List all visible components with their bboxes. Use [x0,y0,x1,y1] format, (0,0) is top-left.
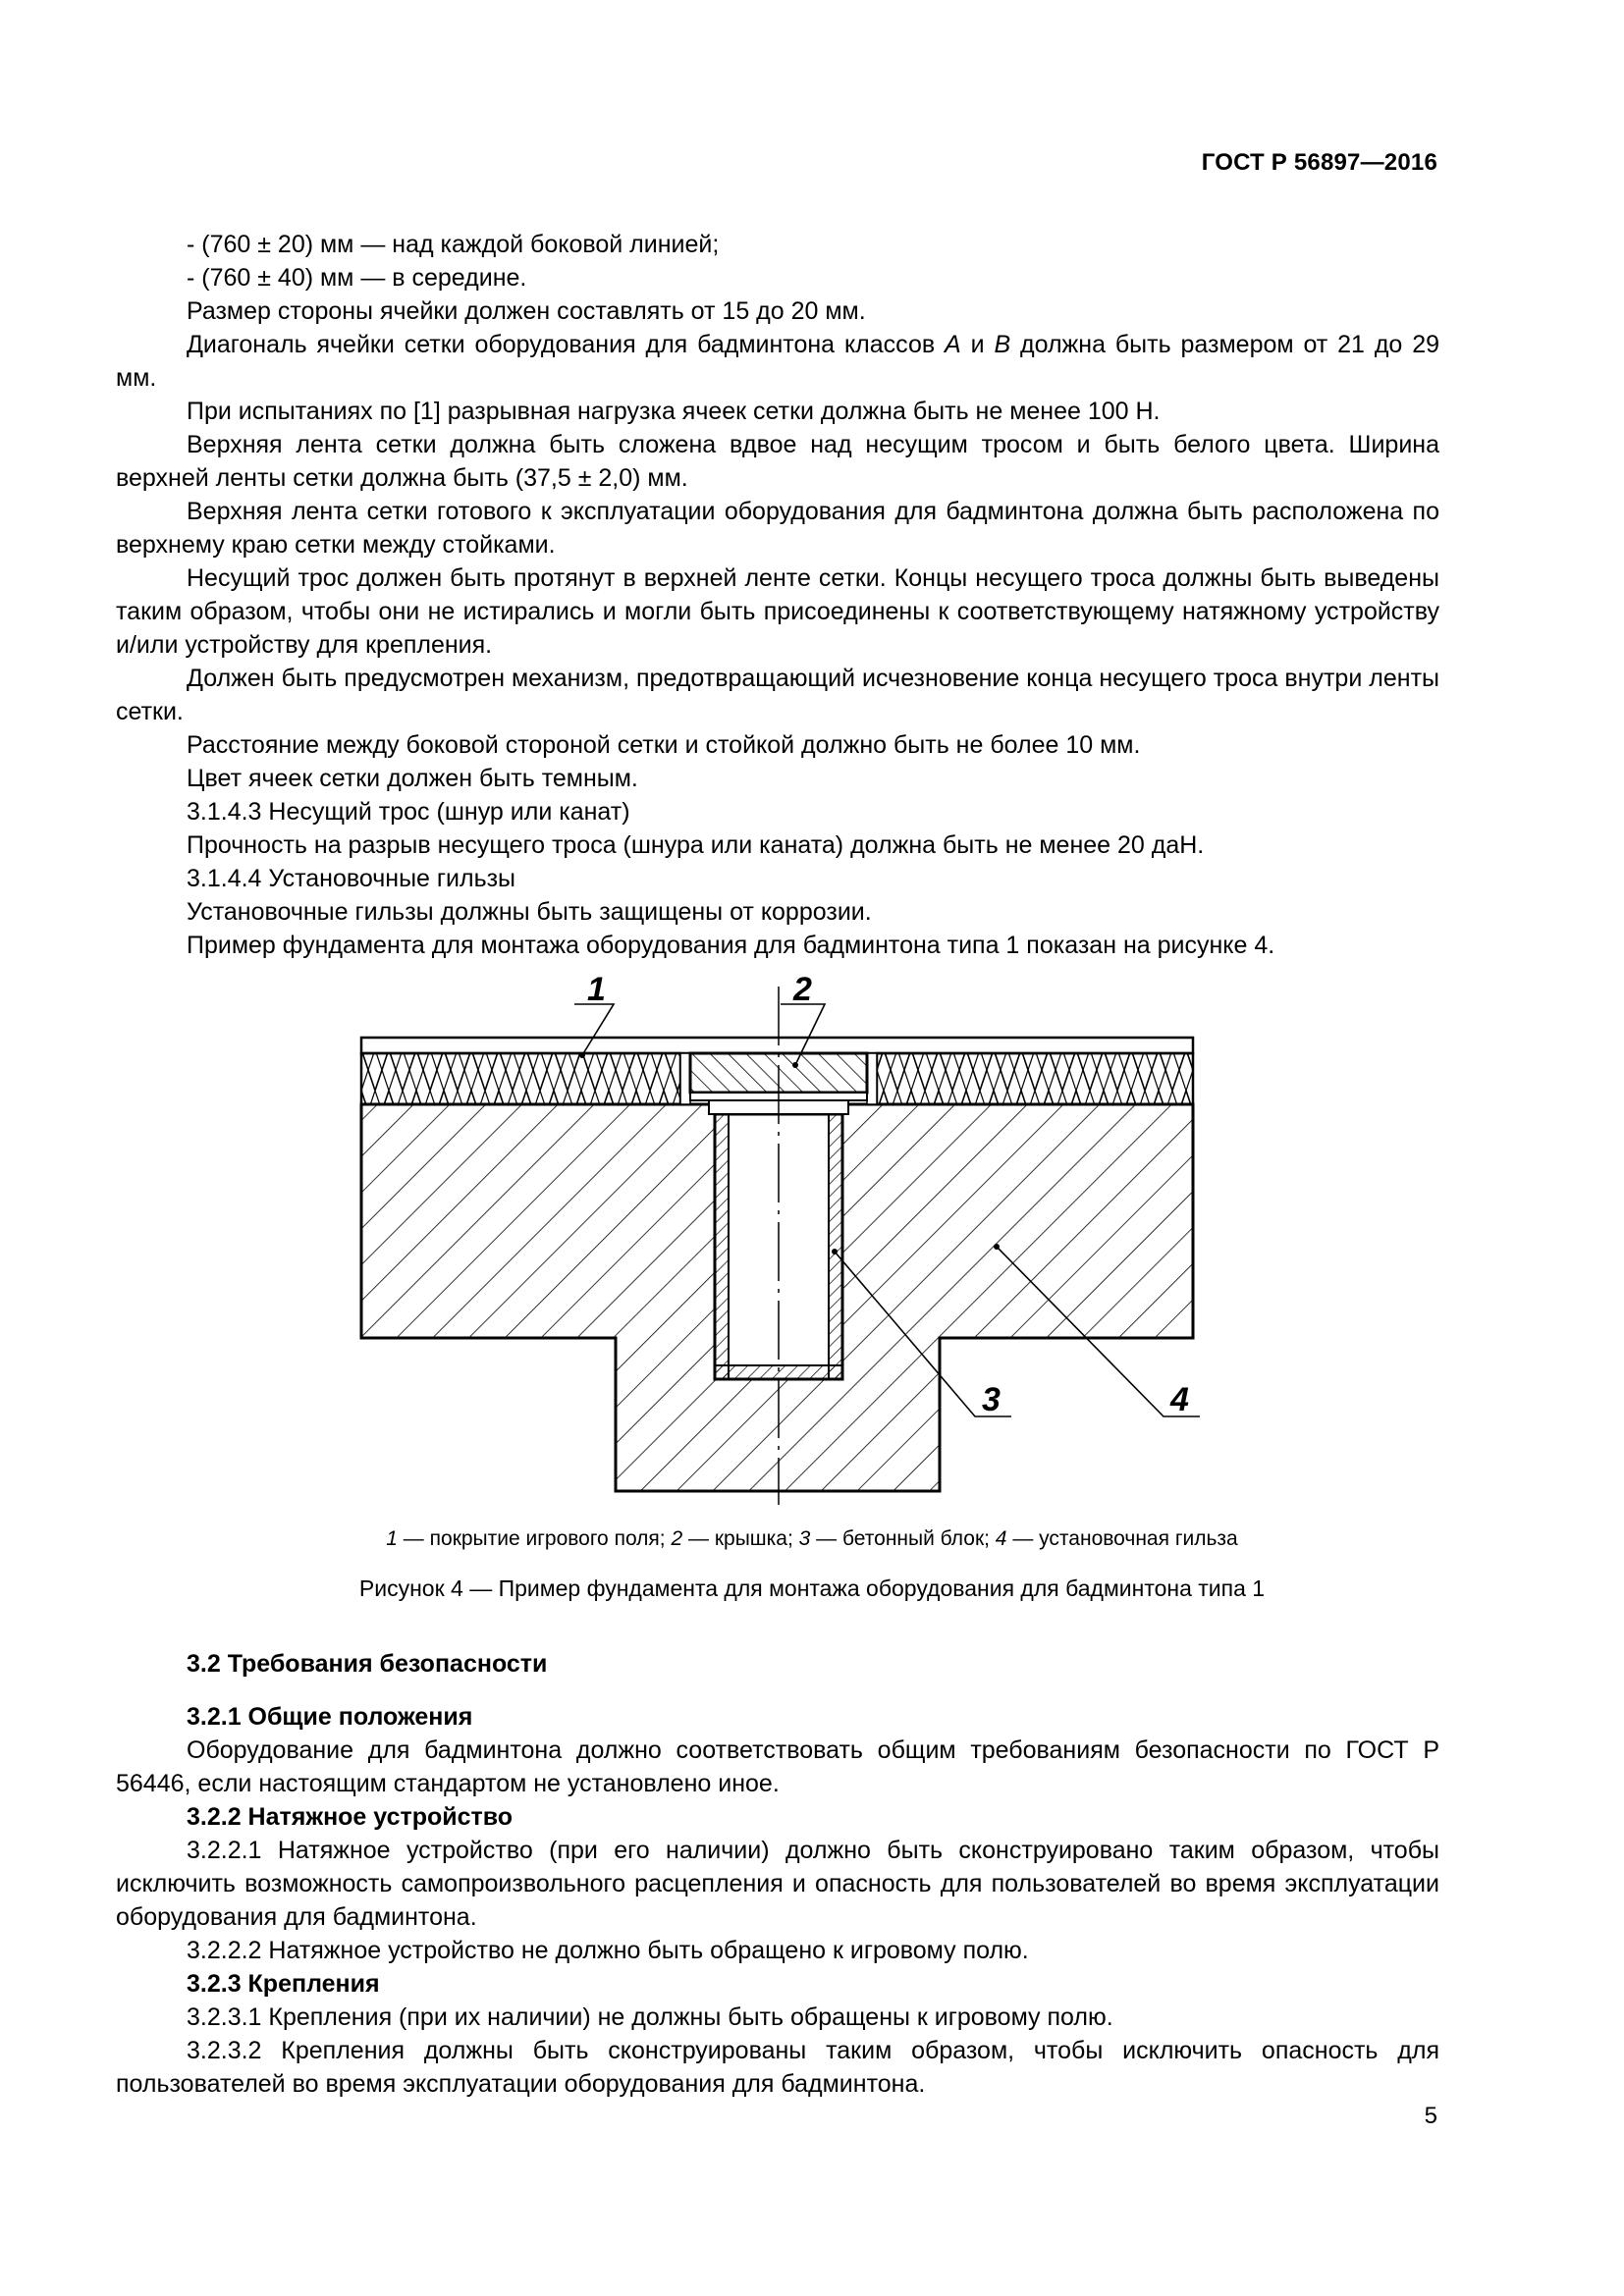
paragraph: Верхняя лента сетки должна быть сложена вдвое над несущим тросом и быть белого цвета. Ширина верхней ленты сетки должна быть (37,5 ± 2,0) мм. [116,431,1439,492]
installation-sleeve-left-wall [715,1114,729,1379]
paragraph: Установочные гильзы должны быть защищены от коррозии. [187,898,872,926]
playing-surface-covering-right [877,1053,1193,1104]
paragraph: 3.1.4.4 Установочные гильзы [187,865,516,892]
paragraph: 3.2.3 Крепления [187,1970,380,1998]
paragraph: - (760 ± 20) мм — над каждой боковой линией; [187,231,720,258]
label-2: 2 [793,971,812,1008]
paragraph: - (760 ± 40) мм — в середине. [187,264,527,292]
figure-4 [334,967,1218,1512]
paragraph: 3.2.2.2 Натяжное устройство не должно быть обращено к игровому полю. [187,1937,1029,1964]
installation-sleeve-right-wall [829,1114,842,1379]
paragraph: Цвет ячеек сетки должен быть темным. [187,765,638,792]
figure-caption: Рисунок 4 — Пример фундамента для монтажа оборудования для бадминтона типа 1 [358,1575,1266,1601]
foundation-drawing [334,967,1218,1512]
paragraph: 3.2.3.1 Крепления (при их наличии) не должны быть обращены к игровому полю. [187,2003,1113,2031]
paragraph: Диагональ ячейки сетки оборудования для бадминтона классов A и B должна быть размером от 21 до 29 мм. [116,331,1439,392]
paragraph: Верхняя лента сетки готового к эксплуатации оборудования для бадминтона должна быть расположена по верхнему краю сетки между стойками. [116,498,1439,559]
paragraph: Расстояние между боковой стороной сетки и стойкой должно быть не более 10 мм. [187,731,1141,759]
label-1: 1 [587,971,606,1008]
label-4: 4 [1170,1381,1189,1418]
paragraph: 3.1.4.3 Несущий трос (шнур или канат) [187,798,630,826]
label-3: 3 [982,1381,1001,1418]
paragraph: 3.2.3.2 Крепления должны быть сконструированы таким образом, чтобы исключить опасность для пользователей во время эксплуатации оборудования для бадминтона. [116,2037,1439,2098]
playing-surface-top-layer [361,1038,1193,1053]
paragraph: Прочность на разрыв несущего троса (шнура или каната) должна быть не менее 20 даН. [187,831,1205,859]
paragraph: Пример фундамента для монтажа оборудования для бадминтона типа 1 показан на рисунке 4. [187,932,1275,959]
paragraph: 3.2.2.1 Натяжное устройство (при его наличии) должно быть сконструировано таким образом, чтобы исключить возможность самопроизвольного расцепления и опасность для пользователей во время эксплуатации оборудования для бадминтона. [116,1837,1439,1931]
playing-surface-covering-left [361,1053,680,1104]
paragraph: 3.2 Требования безопасности [187,1650,548,1678]
body-text-top [116,228,1439,962]
paragraph: При испытаниях по [1] разрывная нагрузка ячеек сетки должна быть не менее 100 Н. [187,398,1161,425]
paragraph: 3.2.2 Натяжное устройство [187,1803,514,1831]
page-number: 5 [1424,2103,1437,2129]
paragraph: Оборудование для бадминтона должно соответствовать общим требованиям безопасности по ГОСТ Р 56446, если настоящим стандартом не установлено иное. [116,1736,1439,1797]
document-header: ГОСТ Р 56897—2016 [1201,149,1437,176]
body-text-bottom [116,1628,1439,2101]
paragraph: 3.2.1 Общие положения [187,1703,473,1731]
paragraph: Размер стороны ячейки должен составлять от 15 до 20 мм. [187,297,866,325]
figure-legend: 1 — покрытие игрового поля; 2 — крышка; 3 — бетонный блок; 4 — установочная гильза [386,1527,1238,1550]
paragraph: Несущий трос должен быть протянут в верхней ленте сетки. Концы несущего троса должны быть выведены таким образом, чтобы они не истирались и могли быть присоединены к соответствующему натяжному устройству и/или устройству для крепления. [116,564,1439,659]
paragraph: Должен быть предусмотрен механизм, предотвращающий исчезновение конца несущего троса внутри ленты сетки. [116,665,1439,725]
